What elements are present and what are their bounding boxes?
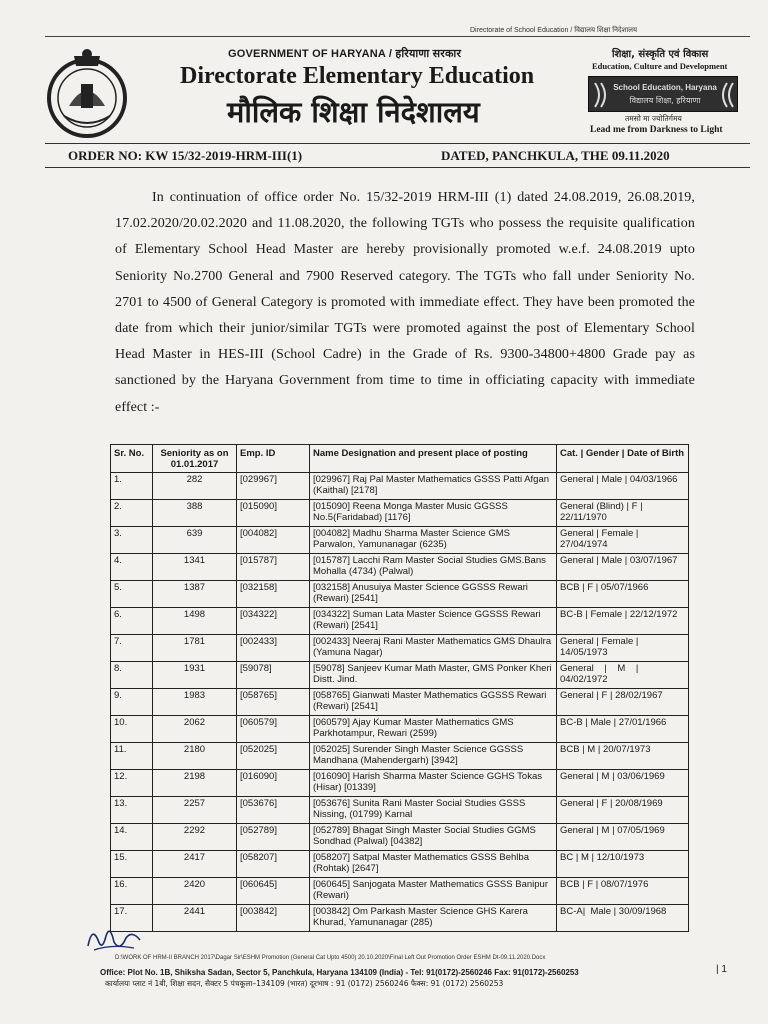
page-number: | 1 xyxy=(716,964,727,975)
cell-sr-no: 8. xyxy=(111,662,153,689)
cell-emp-id: [052789] xyxy=(237,824,310,851)
cell-category: General | Male | 03/07/1967 xyxy=(557,554,689,581)
cell-name-posting: [029967] Raj Pal Master Mathematics GSSS Patti Afgan (Kaithal) [2178] xyxy=(310,473,557,500)
table-row xyxy=(111,743,689,770)
table-row xyxy=(111,527,689,554)
cell-category: General | F | 28/02/1967 xyxy=(557,689,689,716)
motto-hindi-heading: शिक्षा, संस्कृति एवं विकास xyxy=(612,49,709,60)
cell-seniority: 2180 xyxy=(153,743,237,770)
order-body-paragraph: In continuation of office order No. 15/32-2019 HRM-III (1) dated 24.08.2019, 26.08.2019, 17.02.2020/20.02.2020 and 11.08.2020, the following TGTs who possess the requisite qualification of Elementary School Head Master are hereby provisionally promoted w.e.f. 24.08.2019 upto Seniority No.2700 General and 7900 Reserved category. The TGTs who fall under Seniority No. 2701 to 4500 of General Category is promoted with immediate effect. They have been promoted the date from which their junior/similar TGTs were promoted against the post of Elementary School Head Master in HES-III (School Cadre) in the Grade of Rs. 9300-34800+4800 Grade pay as sanctioned by the Haryana Government from time to time in officiating capacity with immediate effect :- xyxy=(115,190,695,415)
cell-category: BC-B | Female | 22/12/1972 xyxy=(557,608,689,635)
cell-name-posting: [004082] Madhu Sharma Master Science GMS Parwalon, Yamunanagar (6235) xyxy=(310,527,557,554)
table-row xyxy=(111,905,689,932)
table-row xyxy=(111,797,689,824)
cell-category: General | M | 04/02/1972 xyxy=(557,662,689,689)
cell-sr-no: 2. xyxy=(111,500,153,527)
cell-name-posting: [058765] Gianwati Master Mathematics GGSSS Rewari (Rewari) [2541] xyxy=(310,689,557,716)
cell-sr-no: 9. xyxy=(111,689,153,716)
cell-name-posting: [052025] Surender Singh Master Science GGSSS Mandhana (Mahendergarh) [3942] xyxy=(310,743,557,770)
cell-category: BCB | M | 20/07/1973 xyxy=(557,743,689,770)
cell-seniority: 2420 xyxy=(153,878,237,905)
cell-sr-no: 16. xyxy=(111,878,153,905)
cell-emp-id: [032158] xyxy=(237,581,310,608)
cell-emp-id: [029967] xyxy=(237,473,310,500)
cell-emp-id: [004082] xyxy=(237,527,310,554)
table-row xyxy=(111,824,689,851)
cell-sr-no: 17. xyxy=(111,905,153,932)
table-header-row xyxy=(111,445,689,473)
cell-sr-no: 7. xyxy=(111,635,153,662)
cell-name-posting: [59078] Sanjeev Kumar Math Master, GMS Ponker Kheri Distt. Jind. xyxy=(310,662,557,689)
cell-seniority: 2198 xyxy=(153,770,237,797)
table-row xyxy=(111,554,689,581)
cell-seniority: 282 xyxy=(153,473,237,500)
cell-name-posting: [002433] Neeraj Rani Master Mathematics GMS Dhaulra (Yamuna Nagar) xyxy=(310,635,557,662)
cell-sr-no: 4. xyxy=(111,554,153,581)
table-row xyxy=(111,635,689,662)
cell-seniority: 2417 xyxy=(153,851,237,878)
order-bottom-rule xyxy=(45,167,750,168)
cell-category: BCB | F | 08/07/1976 xyxy=(557,878,689,905)
header-seniority: Seniority as on 01.01.2017 xyxy=(153,445,237,473)
office-address-english: Office: Plot No. 1B, Shiksha Sadan, Sector 5, Panchkula, Haryana 134109 (India) - Tel: 91(0172)-2560246 Fax: 91(0172)-2560253 xyxy=(100,968,579,977)
directorate-title-hindi: मौलिक शिक्षा निदेशालय xyxy=(227,95,480,129)
cell-sr-no: 11. xyxy=(111,743,153,770)
cell-emp-id: [034322] xyxy=(237,608,310,635)
cell-sr-no: 15. xyxy=(111,851,153,878)
cell-name-posting: [060579] Ajay Kumar Master Mathematics GMS Parkhotampur, Rewari (2599) xyxy=(310,716,557,743)
cell-emp-id: [59078] xyxy=(237,662,310,689)
cell-name-posting: [003842] Om Parkash Master Science GHS Karera Khurad, Yamunanagar (285) xyxy=(310,905,557,932)
top-divider xyxy=(45,36,750,37)
cell-seniority: 1781 xyxy=(153,635,237,662)
cell-category: General | Female | 27/04/1974 xyxy=(557,527,689,554)
cell-emp-id: [060645] xyxy=(237,878,310,905)
cell-seniority: 2062 xyxy=(153,716,237,743)
cell-name-posting: [034322] Suman Lata Master Science GGSSS Rewari (Rewari) [2541] xyxy=(310,608,557,635)
cell-category: General | M | 03/06/1969 xyxy=(557,770,689,797)
table-row xyxy=(111,689,689,716)
cell-emp-id: [060579] xyxy=(237,716,310,743)
cell-name-posting: [060645] Sanjogata Master Mathematics GSSS Banipur (Rewari) xyxy=(310,878,557,905)
order-date: DATED, PANCHKULA, THE 09.11.2020 xyxy=(441,148,670,163)
logo-text-english: School Education, Haryana xyxy=(613,83,717,92)
cell-emp-id: [016090] xyxy=(237,770,310,797)
cell-seniority: 1931 xyxy=(153,662,237,689)
cell-seniority: 639 xyxy=(153,527,237,554)
cell-sr-no: 6. xyxy=(111,608,153,635)
cell-seniority: 1498 xyxy=(153,608,237,635)
cell-sr-no: 10. xyxy=(111,716,153,743)
table-row xyxy=(111,662,689,689)
cell-emp-id: [058207] xyxy=(237,851,310,878)
logo-text-hindi: विद्यालय शिक्षा, हरियाणा xyxy=(629,96,701,105)
top-note: Directorate of School Education / विद्यालय शिक्षा निदेशालय xyxy=(470,27,638,34)
cell-category: General | F | 20/08/1969 xyxy=(557,797,689,824)
cell-name-posting: [015090] Reena Monga Master Music GGSSS No.5(Faridabad) [1176] xyxy=(310,500,557,527)
cell-name-posting: [015787] Lacchi Ram Master Social Studies GMS.Bans Mohalla (4734) (Palwal) xyxy=(310,554,557,581)
cell-emp-id: [053676] xyxy=(237,797,310,824)
order-top-rule xyxy=(45,143,750,144)
cell-category: BC-B | Male | 27/01/1966 xyxy=(557,716,689,743)
cell-emp-id: [002433] xyxy=(237,635,310,662)
cell-sr-no: 3. xyxy=(111,527,153,554)
cell-emp-id: [058765] xyxy=(237,689,310,716)
table-row xyxy=(111,500,689,527)
cell-category: BC-A| Male | 30/09/1968 xyxy=(557,905,689,932)
cell-emp-id: [003842] xyxy=(237,905,310,932)
cell-name-posting: [016090] Harish Sharma Master Science GGHS Tokas (Hisar) [01339] xyxy=(310,770,557,797)
cell-name-posting: [032158] Anusuiya Master Science GGSSS Rewari (Rewari) [2541] xyxy=(310,581,557,608)
cell-category: General | M | 07/05/1969 xyxy=(557,824,689,851)
cell-emp-id: [015787] xyxy=(237,554,310,581)
haryana-emblem-icon xyxy=(44,46,130,140)
cell-sr-no: 13. xyxy=(111,797,153,824)
cell-category: BC | M | 12/10/1973 xyxy=(557,851,689,878)
table-row xyxy=(111,770,689,797)
cell-category: BCB | F | 05/07/1966 xyxy=(557,581,689,608)
header-emp-id: Emp. ID xyxy=(237,445,310,473)
cell-seniority: 1387 xyxy=(153,581,237,608)
order-number: ORDER NO: KW 15/32-2019-HRM-III(1) xyxy=(68,148,303,163)
cell-sr-no: 1. xyxy=(111,473,153,500)
cell-name-posting: [052789] Bhagat Singh Master Social Studies GGMS Sondhad (Palwal) [04382] xyxy=(310,824,557,851)
signature-scribble xyxy=(84,918,144,958)
motto-english-heading: Education, Culture and Development xyxy=(592,61,728,71)
cell-seniority: 2292 xyxy=(153,824,237,851)
header-sr-no: Sr. No. xyxy=(111,445,153,473)
table-row xyxy=(111,473,689,500)
cell-category: General (Blind) | F | 22/11/1970 xyxy=(557,500,689,527)
cell-sr-no: 12. xyxy=(111,770,153,797)
government-title: GOVERNMENT OF HARYANA / हरियाणा सरकार xyxy=(228,48,462,60)
table-body xyxy=(111,473,689,932)
cell-seniority: 2257 xyxy=(153,797,237,824)
cell-category: General | Female | 14/05/1973 xyxy=(557,635,689,662)
cell-seniority: 1983 xyxy=(153,689,237,716)
cell-sr-no: 5. xyxy=(111,581,153,608)
office-address-hindi: कार्यालयः प्लाट नं 1बी, शिक्षा सदन, सैक्टर 5 पंचकूला–134109 (भारत) दूरभाष : 91 (0172) 2560246 फैक्स: 91 (0172) 2560253 xyxy=(105,979,504,988)
table-row xyxy=(111,878,689,905)
cell-emp-id: [015090] xyxy=(237,500,310,527)
cell-name-posting: [053676] Sunita Rani Master Social Studies GSSS Nissing, (01799) Karnal xyxy=(310,797,557,824)
promotion-table xyxy=(110,444,689,932)
table-row xyxy=(111,851,689,878)
cell-sr-no: 14. xyxy=(111,824,153,851)
cell-seniority: 2441 xyxy=(153,905,237,932)
motto-sanskrit: तमसो मा ज्योतिर्गमय xyxy=(625,114,682,123)
school-education-logo xyxy=(588,76,738,112)
cell-category: General | Male | 04/03/1966 xyxy=(557,473,689,500)
table-row xyxy=(111,608,689,635)
motto-tagline: Lead me from Darkness to Light xyxy=(590,125,723,135)
table-row xyxy=(111,581,689,608)
directorate-title: Directorate Elementary Education xyxy=(180,63,535,89)
cell-seniority: 1341 xyxy=(153,554,237,581)
header-name-posting: Name Designation and present place of posting xyxy=(310,445,557,473)
cell-emp-id: [052025] xyxy=(237,743,310,770)
cell-seniority: 388 xyxy=(153,500,237,527)
header-category: Cat. | Gender | Date of Birth xyxy=(557,445,689,473)
table-row xyxy=(111,716,689,743)
file-path-footer: D:\WORK OF HRM-II BRANCH 2017\Dagar Sir\ESHM Promotion (General Cat Upto 4500) 20.10.2020\Final Left Out Promotion Order ESHM Dt-09.11.2020.Docx xyxy=(115,955,546,961)
cell-name-posting: [058207] Satpal Master Mathematics GSSS Behlba (Rohtak) [2647] xyxy=(310,851,557,878)
